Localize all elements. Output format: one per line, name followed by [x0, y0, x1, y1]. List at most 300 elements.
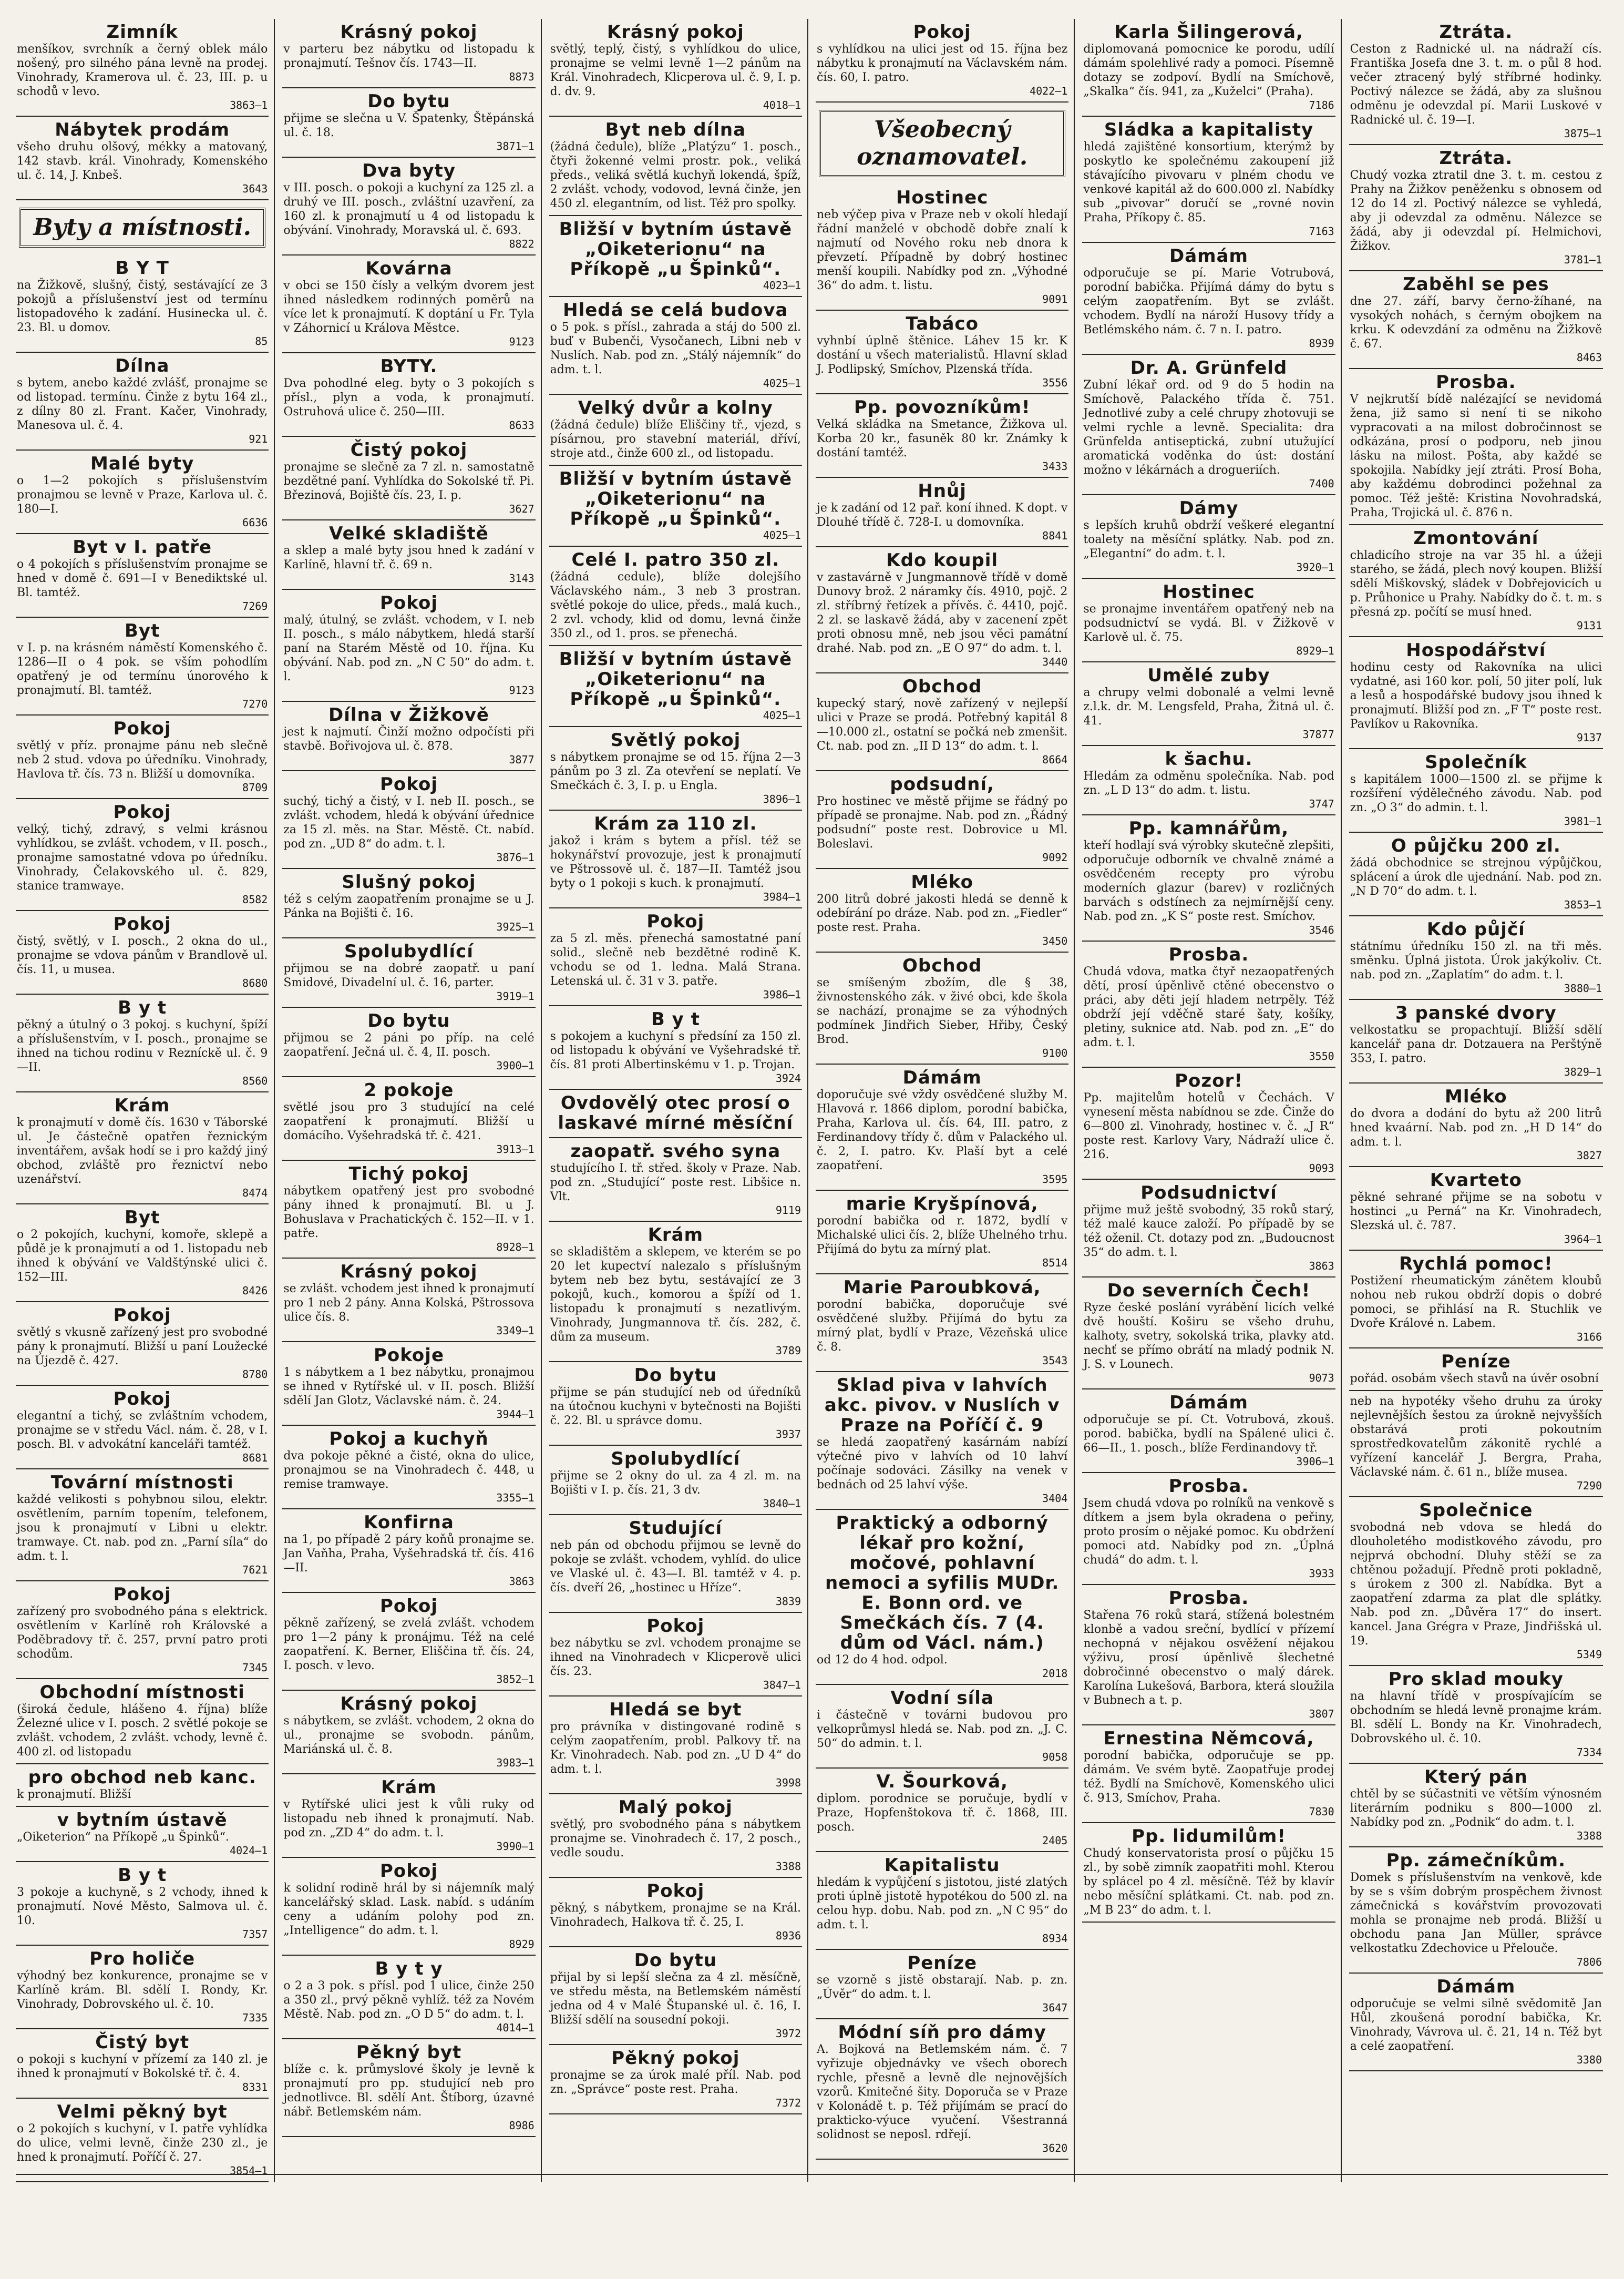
- ad-body: k pronajmutí. Bližší: [17, 1788, 131, 1801]
- classified-ad: [549, 1362, 802, 1446]
- ad-reference-number: 8929—1: [1296, 645, 1334, 657]
- ad-body: porodní babička, doporučuje své osvědčené služby. Přijímá do bytu za mírný plat, bydlí v Praze, Vězeňská ulice č. 8.: [817, 1298, 1068, 1354]
- ad-reference-number: 8633: [509, 419, 535, 432]
- ad-reference-number: 4022—1: [1030, 85, 1068, 97]
- ad-body: chladicího stroje na var 35 hl. a úžeji starého, se žádá, plech nový koupen. Bližší sdělí Miškovský, sládek v Dobřejovicích u p. Průhonice u Prahy. Nabídky do č. t. m. s přesná zp. počítí se musí hned.: [1350, 549, 1602, 619]
- ad-reference-number: 921: [249, 433, 268, 445]
- ad-title: Pokoj: [646, 911, 705, 932]
- classified-ad: [1082, 1389, 1335, 1473]
- classified-ad: [16, 911, 269, 995]
- ad-body: v Rytířské ulici jest k vůli ruky od listopadu neb ihned k pronajmutí. Nab. pod zn. „ZD 4“ do adm. t. l.: [283, 1798, 535, 1839]
- classified-ad: [16, 1862, 269, 1946]
- classified-ad: [816, 1852, 1068, 1950]
- ad-reference-number: 3900—1: [496, 1059, 535, 1072]
- ad-title: Byt: [124, 620, 160, 641]
- ad-body: o 2 a 3 pok. s přísl. pod 1 ulice, činže 250 a 350 zl., prvý pěkně vyhlíž. též za Novém Městě. Nab. pod zn. „O D 5“ do adm. t. l.: [283, 1979, 535, 2021]
- ad-body: studujícího I. tř. střed. školy v Praze. Nab. pod zn. „Studující“ poste rest. Libšice n. Vlt.: [550, 1162, 801, 1203]
- classified-ad: [16, 19, 269, 117]
- classified-ad: [1349, 1000, 1603, 1084]
- ad-reference-number: 3847—1: [763, 1679, 801, 1691]
- ad-title: k šachu.: [1165, 749, 1253, 770]
- ad-reference-number: 3852—1: [496, 1673, 535, 1685]
- ad-reference-number: 3388: [1576, 1830, 1602, 1842]
- ad-body: světlý v příz. pronajme pánu neb slečně neb 2 stud. vdova po úředníku. Vinohrady, Havlova tř. čís. 73 n. Bližší u domovníka.: [17, 739, 268, 781]
- ad-title: Studující: [629, 1518, 723, 1539]
- ad-body: výhodný bez konkurence, pronajme se v Karlíně krám. Bl. sdělí I. Rondy, Kr. Vinohrady, Dobrovského ul. č. 10.: [17, 1969, 268, 2011]
- ad-reference-number: 9123: [509, 684, 535, 697]
- ad-body: dne 27. září, barvy černo-žíhané, na vysokých nohách, s černým obojkem na krku. K odevzdání za odměnu na Žižkově č. 67.: [1350, 295, 1602, 351]
- ad-reference-number: 8934: [1042, 1932, 1068, 1945]
- ad-reference-number: 3925—1: [496, 921, 535, 933]
- ad-title: Obchod: [902, 955, 982, 976]
- ad-title: Pěkný pokoj: [611, 2048, 740, 2069]
- ad-reference-number: 3550: [1309, 1050, 1334, 1062]
- classified-ad: [16, 451, 269, 534]
- ad-reference-number: 3880—1: [1564, 982, 1602, 995]
- classified-ad: [816, 311, 1068, 394]
- ad-title: B Y T: [115, 258, 169, 279]
- classified-ad: [1349, 1666, 1603, 1764]
- ad-title: Ernestina Němcová,: [1103, 1728, 1314, 1749]
- classified-ad: [1349, 1167, 1603, 1251]
- ad-reference-number: 8331: [242, 2081, 268, 2093]
- classified-ad: [16, 353, 269, 451]
- ad-body: na hlavní třídě v prospívajícím se obchodním se hledá levně pronajme krám. Bl. sdělí L. Bondy na Kr. Vinohradech, Dobrovského ul. č. 10.: [1350, 1690, 1602, 1745]
- column-4: [816, 19, 1075, 2182]
- classified-ad: [16, 995, 269, 1092]
- ad-title: Hostinec: [1163, 581, 1255, 602]
- ad-title: Vodní síla: [890, 1688, 994, 1709]
- ad-reference-number: 3964—1: [1564, 1233, 1602, 1245]
- ad-body: Pp. majitelům hotelů v Čechách. V vynesení města nabídnou se zde. Činže do 6—800 zl. Vinohrady, hostinec v. č. „J R“ poste rest. Karlovy Vary, Nádraží ulice č. 216.: [1083, 1091, 1334, 1161]
- ad-body: neb pán od obchodu přijmou se levně do pokoje se zvlášt. vchodem, vyhlíd. do ulice ve Vlaské ul. č. 43—I. Bl. tamtéž v 4. p. čís. dveří 26, „hostinec u Hříze“.: [550, 1539, 801, 1595]
- ad-title: Prosba.: [1436, 372, 1516, 393]
- classified-ad: [816, 1510, 1068, 1685]
- classified-ad: [549, 297, 802, 395]
- ad-body: Ryze české poslání vyrábění licích velké dvě houští. Koširu se všeho druhu, kalhoty, svetry, sokolská trika, plavky atd. nechť se přímo obrátí na mladý podnik N. J. S. v Lounech.: [1083, 1301, 1334, 1371]
- ad-reference-number: 3863: [509, 1575, 535, 1588]
- ad-body: od 12 do 4 hod. odpol.: [817, 1653, 948, 1667]
- ad-reference-number: 3998: [775, 1776, 801, 1789]
- ad-body: diplom. porodnice se poručuje, bydlí v Praze, Hopfenštokova tř. č. 1868, III. posch.: [817, 1792, 1068, 1834]
- ad-body: s kapitálem 1000—1500 zl. se přijme k rozšíření výdělečného závodu. Nab. pod zn. „O 3“ do admin. t. l.: [1350, 773, 1602, 814]
- ad-body: světlé jsou pro 3 studující na celé zaopatření k pronajmutí. Bližší u domácího. Vyšehradská tř. č. 421.: [283, 1101, 535, 1142]
- classified-ad: [16, 1386, 269, 1469]
- classified-ad: [282, 590, 535, 702]
- ad-reference-number: 3981—1: [1564, 815, 1602, 827]
- ad-reference-number: 3906—1: [1296, 1455, 1334, 1468]
- ad-body: k pronajmutí v domě čís. 1630 v Táborské ul. Je částečně opatřen řeznickým inventářem, avšak hodí se i pro každý jiný obchod, zvláště pro řeznictví nebo uzenářství.: [17, 1116, 268, 1186]
- ad-title: O půjčku 200 zl.: [1391, 835, 1561, 856]
- classified-ad: [282, 1161, 535, 1259]
- classified-ad: [282, 1509, 535, 1593]
- ad-title: Pokoje: [373, 1345, 445, 1366]
- classified-ad: [282, 771, 535, 869]
- ad-title: Tichý pokoj: [348, 1163, 469, 1184]
- ad-body: Zubní lékař ord. od 9 do 5 hodin na Smíchově, Palackého třída č. 751. Jednotlivé zuby a celé chrupy zhotovuji se velmi rychle a levně. Specialita: dra Grünfelda antiseptická, zubní utužující aromatická voděnka do úst: dostání možno v lékárnách a drogueriích.: [1083, 379, 1334, 477]
- ad-body: Hledám za odměnu společníka. Nab. pod zn. „L D 13“ do adm. t. listu.: [1083, 770, 1334, 797]
- ad-reference-number: 3924: [775, 1072, 801, 1085]
- ad-reference-number: 4025—1: [763, 529, 801, 541]
- ad-body: A. Bojková na Betlemském nám. č. 7 vyřizuje objednávky ve všech oborech rychle, přesně a levně dle nejnovějších vzorů. Kmitečné šity. Doporuča se v Praze v Kolonádě t. p. Též přijímám se prací do prakticko-výuce vyučení. Všestranná solidnost se neposl. rdřejí.: [817, 2043, 1068, 2141]
- ad-body: hledá zajištěné konsortium, kterýmž by poskytlo ke společnému zakoupení již stávajícího pivovaru v plném chodu ve venkové kapitál až do 600.000 zl. Nabídky sub „pivovar“ doručí se „rovné novin Praha, Příkopy č. 85.: [1083, 140, 1334, 224]
- ad-body: k solidní rodině hrál by si nájemník malý kancelářský sklad. Lask. nabíd. s udáním ceny a udáním polohy pod zn. „Intelligence“ do adm. t. l.: [283, 1882, 535, 1937]
- ad-body: zařízený pro svobodného pána s elektrick. osvětlením v Karlíně roh Královské a Poděbradovy tř. č. 257, první patro proti schodům.: [17, 1605, 268, 1661]
- classified-ad: [1082, 1068, 1335, 1180]
- ad-title: Pro holiče: [89, 1948, 196, 1969]
- ad-reference-number: 9123: [509, 335, 535, 348]
- classified-ad: [1082, 1725, 1335, 1823]
- ad-body: na 1, po případě 2 páry koňů pronajme se. Jan Vaňha, Praha, Vyšehradská tř. čís. 416—II.: [283, 1533, 535, 1575]
- ad-body: s bytem, anebo každé zvlášť, pronajme se od listopad. termínu. Činže z bytu 164 zl., z dílny 80 zl. Frant. Kačer, Vinohrady, Manesova ul. č. 4.: [17, 376, 268, 432]
- ad-reference-number: 3143: [509, 572, 535, 585]
- classified-ad: [816, 185, 1068, 311]
- ad-body: suchý, tichý a čistý, v I. neb II. posch., se zvlášt. vchodem, hledá k obývání úřednice za 15 zl. měs. na Star. Městě. Ct. nabíd. pod zn. „UD 8“ do adm. t. l.: [283, 795, 535, 851]
- ad-title: Do bytu: [634, 1950, 717, 1971]
- ad-title: Ztráta.: [1439, 148, 1513, 169]
- ad-body: světlý, teplý, čistý, s vyhlídkou do ulice, pronajme se velmi levně 1—2 pánům na Král. Vinohradech, Klicperova ul. č. 9, I. p. d. dv. 9.: [550, 43, 801, 98]
- section-heading: Byty a místnosti.: [19, 208, 265, 248]
- ad-title: Čistý pokoj: [350, 440, 468, 461]
- ad-title: Pokoj: [113, 1584, 171, 1605]
- classified-ad: [1082, 942, 1335, 1068]
- ad-title: Byt neb dílna: [605, 119, 746, 140]
- ad-title: zaopatř. svého syna: [570, 1141, 781, 1162]
- ad-reference-number: 4025—1: [763, 709, 801, 722]
- ad-reference-number: 3972: [775, 2027, 801, 2040]
- ad-reference-number: 8514: [1042, 1256, 1068, 1269]
- ad-reference-number: 8560: [242, 1075, 268, 1087]
- classified-ad: [549, 19, 802, 117]
- ad-body: v obci se 150 čísly a velkým dvorem jest ihned následkem rodinných poměrů na více let k pronajmutí. K doptání u Fr. Tyla v Záhornicí u Králova Městce.: [283, 279, 535, 335]
- ad-reference-number: 9119: [775, 1204, 801, 1217]
- ad-reference-number: 37877: [1302, 728, 1334, 741]
- ad-reference-number: 3863—1: [230, 99, 268, 111]
- ad-reference-number: 3853—1: [1564, 898, 1602, 911]
- ad-title: Zaběhl se pes: [1403, 274, 1549, 295]
- classified-ad: [282, 19, 535, 88]
- ad-reference-number: 7345: [242, 1661, 268, 1674]
- classified-ad: [549, 908, 802, 1006]
- ad-title: Peníze: [907, 1953, 977, 1974]
- ad-reference-number: 6636: [242, 516, 268, 529]
- ad-title: Pp. kamnářům,: [1128, 818, 1289, 839]
- classified-ad: [1082, 1278, 1335, 1389]
- ad-title: podsudní,: [890, 774, 994, 795]
- classified-ad: [1082, 662, 1335, 746]
- classified-ad: [549, 395, 802, 466]
- ad-title: Malý pokoj: [618, 1797, 733, 1818]
- ad-reference-number: 3896—1: [763, 793, 801, 805]
- ad-body: se pronajme inventářem opatřený neb na podsudnictví se vydá. Bl. v Žižkově v Karlově ul. č. 75.: [1083, 602, 1334, 644]
- ad-title: B y t: [118, 1865, 167, 1886]
- ad-reference-number: 3355—1: [496, 1491, 535, 1504]
- ad-reference-number: 3827: [1576, 1149, 1602, 1162]
- ad-title: Slušný pokoj: [342, 872, 476, 893]
- ad-title: Dr. A. Grünfeld: [1130, 357, 1288, 379]
- ad-title: Sládka a kapitalisty: [1104, 119, 1314, 140]
- ad-title: Krám za 110 zl.: [594, 813, 757, 834]
- classified-ad: [282, 1008, 535, 1077]
- ad-body: porodní babička od r. 1872, bydlí v Michalské ulici čís. 2, blíže Uhelného trhu. Přijímá do bytu za mírný plat.: [817, 1214, 1068, 1256]
- ad-title: Malé byty: [90, 453, 194, 474]
- ad-body: přijal by si lepší slečna za 4 zl. měsíčně, ve středu města, na Betlemském náměstí jedna od 4 v Malé Štupanské ul. č. 16, I. Bližší sdělí na sousední pokoji.: [550, 1971, 801, 2027]
- ad-title: Mléko: [1445, 1086, 1507, 1107]
- ad-title: Pěkný byt: [356, 2042, 462, 2063]
- ad-reference-number: 8681: [242, 1452, 268, 1464]
- ad-body: o 2 pokojích s kuchyní, v I. patře vyhlídka do ulice, velmi levně, činže 230 zl., je hned k pronajmutí. Poříčí č. 27.: [17, 2122, 268, 2164]
- ad-title: Hledá se celá budova: [563, 300, 788, 321]
- ad-title: Pokoj: [113, 1388, 171, 1409]
- ad-title: Čistý byt: [95, 2032, 190, 2053]
- ad-title: Pokoj: [379, 774, 438, 795]
- ad-body: a chrupy velmi dobonalé a velmi levně z.l.k. dr. M. Lengsfeld, Praha, Žitná ul. č. 41.: [1083, 686, 1334, 728]
- ad-reference-number: 3620: [1042, 2142, 1068, 2154]
- classified-ad: [816, 869, 1068, 953]
- ad-title: Kdo koupil: [886, 550, 999, 571]
- classified-ad: [816, 1065, 1068, 1191]
- ad-title: Pokoj: [646, 1616, 705, 1637]
- ad-title: Dámám: [1436, 1976, 1516, 1997]
- ad-body: přijme se pán studující neb od úředníků na útočnou kuchyni v bytečnosti na Bojišti č. 22. Bl. u správce domu.: [550, 1386, 801, 1427]
- classified-ad: [16, 1946, 269, 2029]
- ad-body: dva pokoje pěkné a čisté, okna do ulice, pronajmou se na Vinohradech č. 448, u remise tramwaye.: [283, 1449, 535, 1491]
- ad-title: Karla Šilingerová,: [1114, 22, 1303, 43]
- ad-title: Velmi pěkný byt: [57, 2101, 228, 2122]
- ad-title: Pokoj: [113, 802, 171, 823]
- ad-reference-number: 3433: [1042, 460, 1068, 473]
- classified-ad: [1082, 746, 1335, 815]
- ad-body: se vzorně s jistě obstarají. Nab. p. zn. „Úvěr“ do adm. t. l.: [817, 1974, 1068, 2001]
- ad-title: B y t: [118, 997, 167, 1018]
- ad-body: o 1—2 pokojích s příslušenstvím pronajmou se levně v Praze, Karlova ul. č. 180—I.: [17, 474, 268, 516]
- ad-body: o 5 pok. s přísl., zahrada a stáj do 500 zl. buď v Bubenči, Vysočanech, Libni neb v Nuslích. Nab. pod zn. „Stálý nájemník“ do adm. t. l.: [550, 321, 801, 376]
- classified-ad: [549, 1138, 802, 1222]
- ad-reference-number: 3380: [1576, 2053, 1602, 2066]
- ad-title: Velké skladiště: [329, 523, 489, 544]
- ad-title: Pp. povozníkům!: [854, 397, 1031, 418]
- ad-reference-number: 3781—1: [1564, 253, 1602, 266]
- classified-ad: [816, 1372, 1068, 1510]
- ad-reference-number: 3349—1: [496, 1324, 535, 1337]
- ad-title: Sklad piva v lahvích akc. pivov. v Nuslích v Praze na Poříčí č. 9: [824, 1375, 1060, 1436]
- ad-body: Ceston z Radnické ul. na nádraží cís. Františka Josefa dne 3. t. m. o půl 8 hod. večer ztracený bylý stříbrné hodinky. Poctivý nálezce se žádá, aby za slušnou odměnu je odevzdal pí. Marii Luskové v Radnické ul. č. 19—I.: [1350, 43, 1602, 127]
- ad-title: Podsudnictví: [1140, 1182, 1277, 1203]
- ad-body: světlý, pro svobodného pána s nábytkem pronajme se. Vinohradech č. 17, 2 posch., vedle soudu.: [550, 1818, 801, 1859]
- classified-ad: [1082, 355, 1335, 495]
- classified-ad: [1349, 271, 1603, 369]
- ad-body: každé velikosti s pohybnou silou, elektr. osvětlením, parním topením, telefonem, jsou k pronajmutí v Libni u elektr. tramwaye. Ct. nab. pod zn. „Parní síla“ do adm. t. l.: [17, 1493, 268, 1563]
- page-bottom-rule: [16, 2174, 1608, 2175]
- ad-title: Dámám: [1169, 1392, 1248, 1413]
- ad-body: neb na hypotéky všeho druhu za úroky nejlevnějších šestou za úrokně nejvyšších obstarává proti pokoutním sprostředkovatelům zákonitě rychlé a vyřízení kancelář J. Bergra, Praha, Václavské nám. č. 61 n., blíže musea.: [1350, 1395, 1602, 1479]
- classified-ad: [282, 702, 535, 771]
- ad-reference-number: 3543: [1042, 1354, 1068, 1367]
- ad-title: Do severních Čech!: [1107, 1280, 1311, 1301]
- ad-title: Velký dvůr a kolny: [578, 397, 773, 418]
- classified-ad: [1349, 916, 1603, 1000]
- ad-body: neb výčep piva v Praze neb v okolí hledají řádní manželé v obchodě dobře znalí k najmutí od Nového roku neb dnora k převzetí. Případně by dobrý hostinec menší koupili. Nabídky pod zn. „Výhodné 36“ do adm. t. listu.: [817, 208, 1068, 292]
- ad-body: Domek s příslušenstvím na venkově, kde by se s vším dobrým prospěchem živnost zámečnická s kovářstvím provozovati mohla se pronajme neb prodá. Bližší u obchodu pana Jan Müller, správce velkostatku Zdechovice u Přelouče.: [1350, 1871, 1602, 1955]
- ad-reference-number: 3789: [775, 1344, 801, 1357]
- ad-body: odporučuje se pí. Marie Votrubová, porodní babička. Přijímá dámy do bytu s celým zaopatřením. Byt se zvlášt. vchodem. Bydlí na nároží Husovy třídy a Betlémského nám. č. 7 n. I. patro.: [1083, 267, 1334, 336]
- ad-reference-number: 3920—1: [1296, 561, 1334, 574]
- classified-ad: [282, 1858, 535, 1956]
- ad-body: chtěl by se súčastniti ve větším výnosném literárním podniku s 800—1000 zl. Nabídky pod zn. „Podnik“ do adm. t. l.: [1350, 1787, 1602, 1829]
- classified-ad: [549, 1878, 802, 1947]
- ad-title: Pokoj: [379, 1861, 438, 1882]
- classified-ad: [1349, 1251, 1603, 1348]
- ad-body: bez nábytku se zvl. vchodem pronajme se ihned na Vinohradech v Klicperově ulici čís. 23.: [550, 1637, 801, 1678]
- ad-body: 200 litrů dobré jakosti hledá se denně k odebírání po dráze. Nab. pod zn. „Fiedler“ poste rest. Praha.: [817, 893, 1068, 934]
- ad-reference-number: 4014—1: [496, 2021, 535, 2034]
- ad-reference-number: 9131: [1576, 619, 1602, 632]
- classified-ad: [282, 1593, 535, 1691]
- ad-title: Hostinec: [896, 187, 989, 208]
- ad-body: vyhnbí úplně štěnice. Láhev 15 kr. K dostání u všech materialistů. Hlavní sklad J. Podlipský, Smíchov, Plzenská třída.: [817, 334, 1068, 376]
- ad-body: „Oiketerion“ na Příkopě „u Špinků“.: [17, 1831, 229, 1844]
- classified-ad: [549, 1947, 802, 2045]
- ad-title: Do bytu: [634, 1365, 717, 1386]
- classified-ad: [549, 2045, 802, 2114]
- ad-reference-number: 3877: [509, 753, 535, 766]
- ad-body: čistý, světlý, v I. posch., 2 okna do ul., pronajme se vdova pánům v Brandlově ul. čís. 11, u musea.: [17, 935, 268, 976]
- ad-body: přijmou se na dobré zaopatř. u paní Smidové, Divadelní ul. č. 16, parter.: [283, 962, 535, 989]
- ad-title: Pokoj: [379, 1596, 438, 1617]
- ad-title: Prosba.: [1168, 944, 1249, 965]
- ad-title: Obchod: [902, 676, 982, 697]
- ad-reference-number: 8664: [1042, 753, 1068, 766]
- ad-body: pěkný a útulný o 3 pokoj. s kuchyní, špíží a příslušenstvím, v I. posch., pronajme se ihned na tichou rodinu v Rezníckě ul. č. 9—II.: [17, 1018, 268, 1074]
- ad-reference-number: 8936: [775, 1929, 801, 1942]
- ad-reference-number: 4024—1: [230, 1844, 268, 1857]
- ad-reference-number: 3643: [242, 182, 268, 195]
- ad-reference-number: 3556: [1042, 376, 1068, 389]
- classified-ad: [16, 1679, 269, 1764]
- classified-ad: [1349, 1974, 1603, 2071]
- ad-title: 3 panské dvory: [1395, 1003, 1557, 1024]
- ad-body: V nejkrutší bídě nalézající se nevidomá žena, již samo si není ti se nikoho vypracovati a na milost dobročinnost se odkázána, prosí o podporu, neb jinou lásku na milost. Pošta, aby každé se spokojila. Nabídky její ztráti. Prosí Boha, aby každému dobrodinci požehnal za pomoc. Též ještě: Kristina Novohradská, Praha, Trojická ul. č. 876 n.: [1350, 393, 1602, 519]
- classified-ad: [1349, 1084, 1603, 1167]
- ad-body: hledám k vypůjčení s jistotou, jisté zlatých proti úplně jistotě hypotékou do 500 zl. na celou hyp. dobu. Nab. pod zn. „N C 95“ do adm. t. l.: [817, 1876, 1068, 1931]
- ad-body: Pro hostinec ve městě přijme se řádný po případě se pronajme. Nab. pod zn. „Řádný podsudní“ poste rest. Dobrovice u Ml. Boleslavi.: [817, 795, 1068, 851]
- classified-ad: [816, 771, 1068, 869]
- ad-title: Byt: [124, 1207, 160, 1228]
- ad-reference-number: 3166: [1576, 1331, 1602, 1343]
- column-2: [282, 19, 541, 2182]
- ad-body: o pokoji s kuchyní v přízemí za 140 zl. je ihned k pronajmutí v Bokolské tř. č. 4.: [17, 2053, 268, 2080]
- ad-title: Do bytu: [367, 91, 450, 112]
- classified-ad: [1349, 1764, 1603, 1847]
- ad-reference-number: 3937: [775, 1428, 801, 1440]
- ad-title: Kovárna: [365, 258, 453, 279]
- ad-reference-number: 3986—1: [763, 988, 801, 1001]
- classified-ad: [549, 811, 802, 908]
- ad-reference-number: 9137: [1576, 731, 1602, 744]
- ad-body: žádá obchodnice se strejnou výpůjčkou, splácení a úrok dle ujednání. Nab. pod zn. „N D 70“ do adm. t. l.: [1350, 856, 1602, 898]
- classified-ad: [1082, 1823, 1335, 1923]
- ad-title: Krásný pokoj: [340, 22, 478, 43]
- ad-title: Který pán: [1424, 1766, 1528, 1787]
- ad-title: Prosba.: [1168, 1588, 1249, 1609]
- ad-title: Kapitalistu: [884, 1855, 1000, 1876]
- ad-reference-number: 3829—1: [1564, 1066, 1602, 1078]
- classified-ad: [16, 255, 269, 353]
- ad-body: i částečně v továrni budovou pro velkoprůmysl hledá se. Nab. pod zn. „J. C. 50“ do admin. t. l.: [817, 1709, 1068, 1750]
- ad-reference-number: 3919—1: [496, 990, 535, 1003]
- ad-title: Pozor!: [1175, 1070, 1243, 1091]
- ad-reference-number: 7334: [1576, 1746, 1602, 1759]
- ad-reference-number: 3854—1: [230, 2164, 268, 2177]
- ad-reference-number: 7290: [1576, 1479, 1602, 1492]
- ad-reference-number: 8928—1: [496, 1241, 535, 1253]
- classified-ad: [16, 1469, 269, 1581]
- classified-ad: [16, 716, 269, 799]
- ad-reference-number: 3839: [775, 1595, 801, 1608]
- ad-title: Umělé zuby: [1147, 665, 1270, 686]
- ad-reference-number: 7830: [1309, 1805, 1334, 1818]
- ad-reference-number: 3983—1: [496, 1756, 535, 1769]
- ad-title: B y t y: [375, 1958, 443, 1979]
- ad-reference-number: 3876—1: [496, 851, 535, 864]
- ad-body: pronajme se za úrok malé příl. Nab. pod zn. „Správce“ poste rest. Praha.: [550, 2069, 801, 2096]
- ad-reference-number: 3627: [509, 503, 535, 515]
- ad-reference-number: 8929: [509, 1938, 535, 1950]
- ad-title: Praktický a odborný lékař pro kožní, močové, pohlavní nemoci a syfilis MUDr. E. Bonn ord. ve Smečkách čís. 7 (4. dům od Václ. nám.): [825, 1512, 1060, 1653]
- ad-title: Dámy: [1179, 498, 1239, 519]
- ad-body: do dvora a dodání do bytu až 200 litrů hned kvaární. Nab. pod zn. „H D 14“ do adm. t. l.: [1350, 1107, 1602, 1149]
- ad-title: V. Šourková,: [876, 1771, 1008, 1792]
- ad-reference-number: 9058: [1042, 1751, 1068, 1763]
- classified-ad: [549, 216, 802, 297]
- ad-reference-number: 8426: [242, 1284, 268, 1297]
- classified-ad: [282, 353, 535, 437]
- classified-ad: [549, 1515, 802, 1613]
- ad-body: odporučuje se pí. Ct. Votrubová, zkouš. porod. babička, bydlí na Spálené ulici č. 66—II., 1. posch., blíže Ferdinandovy tř.: [1083, 1413, 1334, 1455]
- classified-ad: [16, 618, 269, 716]
- classified-ad: [549, 1446, 802, 1515]
- classified-ad: [549, 1794, 802, 1878]
- ad-body: o 2 pokojích, kuchyní, komoře, sklepě a půdě je k pronajmutí a od 1. listopadu neb ihned k obývání ve Valdštýnské ulici č. 152—III.: [17, 1228, 268, 1284]
- ad-body: 1 s nábytkem a 1 bez nábytku, pronajmou se ihned v Rytířské ul. v II. posch. Bližší sdělí Jan Glotz, Václavské nám. č. 24.: [283, 1366, 535, 1407]
- classified-ad: [16, 2099, 269, 2182]
- classified-ad: [282, 1774, 535, 1858]
- classified-ad: [282, 1342, 535, 1426]
- classified-ad: [282, 256, 535, 353]
- ad-reference-number: 7372: [775, 2097, 801, 2109]
- classified-ad: [282, 520, 535, 590]
- ad-body: světlý s vkusně zařízený jest pro svobodné pány k pronajmutí. Bližší u paní Loužecké na Újezdě č. 427.: [17, 1326, 268, 1367]
- ad-reference-number: 7335: [242, 2011, 268, 2024]
- classified-ad: [1349, 145, 1603, 271]
- column-1: [16, 19, 275, 2182]
- ad-body: svobodná neb vdova se hledá do dlouholetého modistkového závodu, pro nejprvá obchodní. Dluhy stěží se za chtěnou požadují. Předně proti pokladně, s úrokem z 300 zl. Nabídka. Byt a zaopatření zdarma za plat dle splátky. Nab. pod zn. „Důvěra 17“ do insert. kancel. Jana Grégra v Praze, Jindřišská ul. 19.: [1350, 1521, 1602, 1648]
- classified-ad: [816, 1685, 1068, 1769]
- ad-title: Pp. lidumilům!: [1132, 1826, 1286, 1847]
- ad-body: v III. posch. o pokoji a kuchyní za 125 zl. a druhý ve III. posch., zvláštní uzavření, za 160 zl. k pronajmutí u 4 od listopadu k obývání. Vinohrady, Moravská ul. č. 693.: [283, 181, 535, 237]
- ad-reference-number: 3595: [1042, 1173, 1068, 1186]
- ad-title: Rychlá pomoc!: [1399, 1253, 1553, 1274]
- classified-ad: [549, 466, 802, 547]
- ad-reference-number: 3875—1: [1564, 127, 1602, 140]
- ad-title: Zmontování: [1413, 528, 1539, 549]
- classified-ad: [1349, 749, 1603, 833]
- ad-title: Krásný pokoj: [607, 22, 744, 43]
- ad-title: Do bytu: [367, 1010, 450, 1031]
- ad-reference-number: 7186: [1309, 99, 1334, 111]
- classified-ad: [16, 1807, 269, 1862]
- ad-body: Postižení rheumatickým zánětem kloubů nohou neb rukou obdrží dopis o dobré pomoci, se přihlásí na R. Stuchlik ve Dvoře Králové n. Labem.: [1350, 1274, 1602, 1330]
